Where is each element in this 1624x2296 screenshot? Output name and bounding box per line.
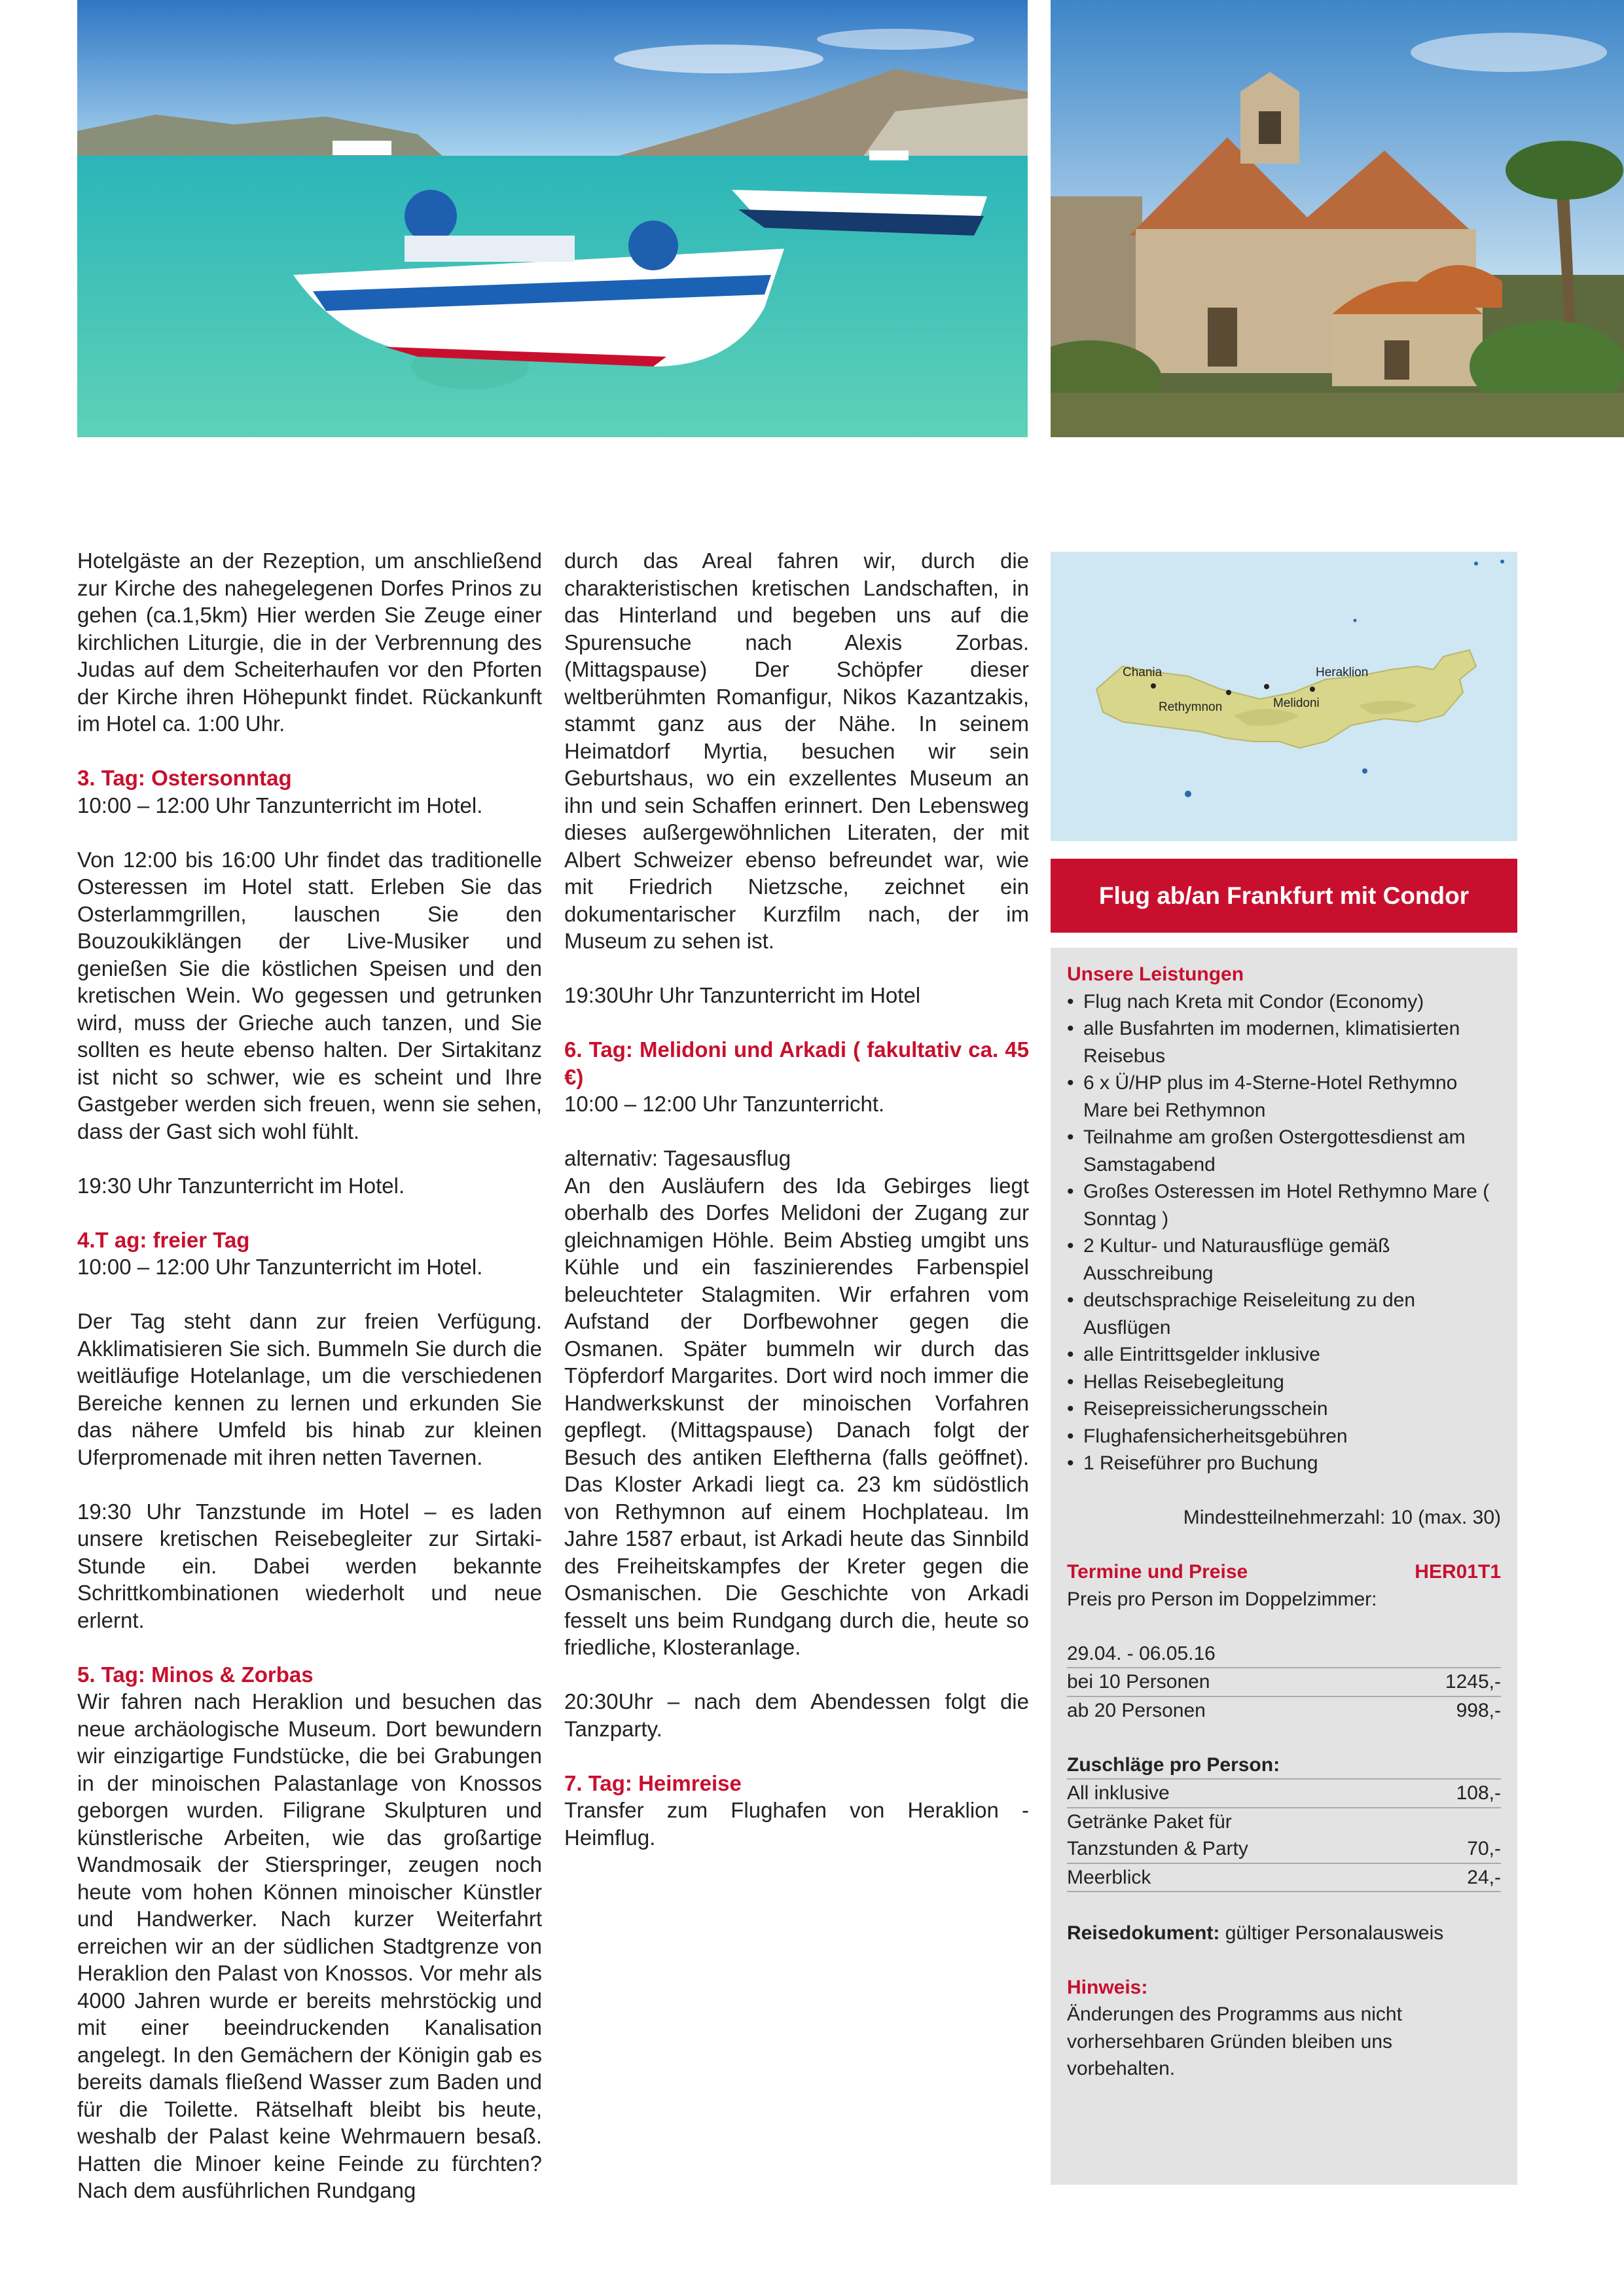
price-label: bei 10 Personen bbox=[1067, 1671, 1210, 1693]
surcharge-label: Meerblick bbox=[1067, 1866, 1151, 1888]
service-item bbox=[1067, 1369, 1501, 1396]
service-text: 1 Reiseführer pro Buchung bbox=[1083, 1452, 1318, 1474]
paragraph: 19:30Uhr Uhr Tanzunterricht im Hotel bbox=[564, 983, 921, 1007]
paragraph: 19:30 Uhr Tanzstunde im Hotel – es laden unsere kretischen Reisebegleiter zur Sirtaki-Stunde ein. Dabei werden bekannte Schrittkombinationen wiederholt und neue erlernt. bbox=[77, 1499, 542, 1632]
map-city-label: Melidoni bbox=[1273, 696, 1320, 710]
date-range: 29.04. - 06.05.16 bbox=[1067, 1640, 1501, 1669]
map-city-label: Chania bbox=[1123, 666, 1163, 679]
bullet-icon: • bbox=[1067, 1181, 1074, 1202]
day-section bbox=[77, 764, 542, 819]
service-item bbox=[1067, 1015, 1501, 1069]
bullet-icon: • bbox=[1067, 1126, 1074, 1148]
surcharge-value: 108,- bbox=[1456, 1782, 1501, 1804]
day-section bbox=[77, 1227, 542, 1281]
service-text: 2 Kultur- und Naturausflüge gemäß Ausschreibung bbox=[1083, 1235, 1390, 1284]
day-section bbox=[564, 1036, 1029, 1118]
surcharge-label: Tanzstunden & Party bbox=[1067, 1838, 1248, 1859]
note-heading: Hinweis: bbox=[1067, 1976, 1148, 1998]
bullet-icon: • bbox=[1067, 1235, 1074, 1257]
map-city-label: Heraklion bbox=[1316, 666, 1369, 679]
surcharge-row bbox=[1067, 1864, 1501, 1893]
day-section bbox=[77, 1661, 542, 2204]
doc-label: Reisedokument: bbox=[1067, 1922, 1220, 1944]
service-text: Großes Osteressen im Hotel Rethymno Mare ( Sonntag ) bbox=[1083, 1181, 1490, 1230]
alternative-line: alternativ: Tagesausflug bbox=[564, 1146, 791, 1170]
price-value: 998,- bbox=[1456, 1699, 1501, 1721]
bullet-icon: • bbox=[1067, 1452, 1074, 1474]
paragraph: Wir fahren nach Heraklion und besuchen das neue archäologische Museum. Dort bewundern wir einzigartige Fundstücke, die bei Grabungen in der minoischen Palastanlage von Knossos geborgen wurden. Filigrane Skulpturen und künstlerische Arbeiten, wie das großartige Wandmosaik der Stierspringer, zeugen noch heute vom hohen Können minoischer Künstler und Handwerker. Nach kurzer Weiterfahrt erreichen wir an der südlichen Stadtgrenze von Heraklion den Palast von Knossos. Vor mehr als 4000 Jahren wurde er bereits mehrstöckig und mit einer beeindruckenden Kanalisation angelegt. In den Gemächern der Königin gab es bereits damals fließend Wasser zum Baden und für die Toilette. Rätselhaft bleibt bis heute, weshalb der Palast keine Wehrmauern besaß. Hatten die Minoer keine Feinde zu fürchten? Nach dem ausführlichen Rundgang bbox=[77, 1689, 542, 2202]
paragraph: 19:30 Uhr Tanzunterricht im Hotel. bbox=[77, 1173, 405, 1198]
service-item bbox=[1067, 1232, 1501, 1287]
service-item bbox=[1067, 1450, 1501, 1477]
dates-heading: Termine und Preise bbox=[1067, 1561, 1248, 1583]
travel-document bbox=[1067, 1920, 1501, 1947]
day-heading: 4.T ag: freier Tag bbox=[77, 1227, 250, 1252]
service-text: Flughafensicherheitsgebühren bbox=[1083, 1425, 1348, 1447]
bullet-icon: • bbox=[1067, 1425, 1074, 1447]
bullet-icon: • bbox=[1067, 1344, 1074, 1365]
service-text: Flug nach Kreta mit Condor (Economy) bbox=[1083, 990, 1424, 1013]
service-item bbox=[1067, 1341, 1501, 1369]
day-heading: 5. Tag: Minos & Zorbas bbox=[77, 1662, 314, 1687]
paragraph: Hotelgäste an der Rezeption, um anschließend zur Kirche des nahegelegenen Dorfes Prinos zu gehen (ca.1,5km) Hier werden Sie Zeuge einer kirchlichen Liturgie, die in der Verbrennung des Judas auf dem Scheiterhaufen vor den Pforten der Kirche ihren Höhepunkt findet. Rückankunft im Hotel ca. 1:00 Uhr. bbox=[77, 548, 542, 736]
service-text: alle Eintrittsgelder inklusive bbox=[1083, 1344, 1320, 1365]
service-item bbox=[1067, 1423, 1501, 1450]
day-heading: 3. Tag: Ostersonntag bbox=[77, 766, 292, 790]
text-column-2 bbox=[564, 547, 1029, 1878]
day-section bbox=[564, 1770, 1029, 1852]
service-text: Reisepreissicherungsschein bbox=[1083, 1398, 1328, 1420]
surcharge-value: 24,- bbox=[1467, 1866, 1501, 1888]
flight-banner: Flug ab/an Frankfurt mit Condor bbox=[1051, 859, 1517, 933]
services-list bbox=[1067, 988, 1501, 1477]
paragraph: 20:30Uhr – nach dem Abendessen folgt die Tanzparty. bbox=[564, 1689, 1029, 1741]
trip-code: HER01T1 bbox=[1415, 1561, 1501, 1583]
service-text: deutschsprachige Reiseleitung zu den Ausflügen bbox=[1083, 1289, 1415, 1338]
bullet-icon: • bbox=[1067, 1371, 1074, 1393]
paragraph: Von 12:00 bis 16:00 Uhr findet das traditionelle Osteressen im Hotel statt. Erleben Sie das Osterlammgrillen, lauschen Sie den Bouzoukiklängen der Live-Musiker und genießen Sie die köstlichen Speisen und den kretischen Wein. Wo gegessen und getrunken wird, muss der Grieche auch tanzen, und Sie sollten es heute ebenso halten. Der Sirtakitanz ist nicht so schwer, wie es scheint und Ihre Gastgeber werden sich freuen, wenn sie sehen, dass der Gast sich wohl fühlt. bbox=[77, 847, 542, 1143]
photo-boats bbox=[77, 0, 1028, 437]
service-item bbox=[1067, 1069, 1501, 1124]
bullet-icon: • bbox=[1067, 1398, 1074, 1420]
day-schedule: 10:00 – 12:00 Uhr Tanzunterricht im Hotel. bbox=[77, 793, 483, 817]
surcharge-label: All inklusive bbox=[1067, 1782, 1170, 1804]
info-box bbox=[1051, 948, 1517, 2185]
surcharge-row bbox=[1067, 1780, 1501, 1808]
bullet-icon: • bbox=[1067, 1018, 1074, 1039]
crete-map bbox=[1051, 552, 1517, 841]
services-heading: Unsere Leistungen bbox=[1067, 963, 1244, 985]
surcharge-row bbox=[1067, 1835, 1501, 1864]
price-value: 1245,- bbox=[1445, 1671, 1501, 1693]
service-text: alle Busfahrten im modernen, klimatisierten Reisebus bbox=[1083, 1018, 1460, 1067]
price-row bbox=[1067, 1668, 1501, 1697]
day-schedule: 10:00 – 12:00 Uhr Tanzunterricht im Hotel. bbox=[77, 1255, 483, 1279]
bullet-icon: • bbox=[1067, 1289, 1074, 1311]
paragraph: Der Tag steht dann zur freien Verfügung. Akklimatisieren Sie sich. Bummeln Sie durch die weitläufige Hotelanlage, um die verschiedenen Bereiche kennen zu lernen und erkunden Sie das nähere Umfeld bis hinab zur kleinen Uferpromenade mit ihren netten Tavernen. bbox=[77, 1309, 542, 1469]
map-city-label: Rethymnon bbox=[1159, 700, 1223, 714]
text-column-1 bbox=[77, 547, 542, 2231]
service-item bbox=[1067, 1287, 1501, 1341]
price-note: Preis pro Person im Doppelzimmer: bbox=[1067, 1588, 1377, 1610]
min-participants: Mindestteilnehmerzahl: 10 (max. 30) bbox=[1183, 1507, 1501, 1528]
day-heading: 6. Tag: Melidoni und Arkadi ( fakultativ ca. 45 €) bbox=[564, 1037, 1029, 1089]
service-item bbox=[1067, 1395, 1501, 1423]
surcharge-value: 70,- bbox=[1467, 1838, 1501, 1859]
dates-heading-row bbox=[1067, 1558, 1501, 1586]
note-text: Änderungen des Programms aus nicht vorhersehbaren Gründen bleiben uns vorbehalten. bbox=[1067, 2003, 1402, 2079]
paragraph: Transfer zum Flughafen von Heraklion - Heimflug. bbox=[564, 1798, 1029, 1850]
service-text: 6 x Ü/HP plus im 4-Sterne-Hotel Rethymno Mare bei Rethymnon bbox=[1083, 1072, 1458, 1121]
service-text: Teilnahme am großen Ostergottesdienst am Samstagabend bbox=[1083, 1126, 1466, 1175]
price-label: ab 20 Personen bbox=[1067, 1699, 1206, 1721]
day-schedule: 10:00 – 12:00 Uhr Tanzunterricht. bbox=[564, 1092, 885, 1116]
day-heading: 7. Tag: Heimreise bbox=[564, 1770, 742, 1795]
service-text: Hellas Reisebegleitung bbox=[1083, 1371, 1284, 1393]
paragraph: An den Ausläufern des Ida Gebirges liegt oberhalb des Dorfes Melidoni der Zugang zur gleichnamigen Höhle. Beim Abstieg umgibt uns Kühle und ein faszinierendes Farbenspiel beleuchteter Stalagmiten. Wir erfahren vom Aufstand der Dorfbewohner gegen die Osmanen. Später bummeln wir durch das Töpferdorf Margarites. Dort wird noch immer die Handwerkskunst der minoischen Vorfahren gepflegt. (Mittagspause) Danach folgt der Besuch des antiken Eleftherna (falls geöffnet). Das Kloster Arkadi liegt ca. 23 km südöstlich von Rethymnon auf einem Hochplateau. Im Jahre 1587 erbaut, ist Arkadi heute das Sinnbild des Freiheitskampfes der Kreter gegen die Osmanischen. Die Geschichte von Arkadi fesselt uns beim Rundgang durch die, heute so friedliche, Klosteranlage. bbox=[564, 1173, 1029, 1659]
surcharge-label: Getränke Paket für bbox=[1067, 1810, 1232, 1833]
service-item bbox=[1067, 988, 1501, 1016]
doc-value: gültiger Personalausweis bbox=[1219, 1922, 1444, 1944]
bullet-icon: • bbox=[1067, 1072, 1074, 1094]
paragraph: durch das Areal fahren wir, durch die charakteristischen kretischen Landschaften, in das Hinterland und begeben uns auf die Spurensuche nach Alexis Zorbas. (Mittagspause) Der Schöpfer dieser weltberühmten Romanfigur, Nikos Kazantzakis, stammt ganz aus der Nähe. In seinem Heimatdorf Myrtia, besuchen wir sein Geburtshaus, wo ein exzellentes Museum an ihn und sein Schaffen erinnert. Den Lebensweg dieses außergewöhnlichen Literaten, der mit Albert Schweizer ebenso befreundet war, wie mit Friedrich Nietzsche, zeichnet ein dokumentarischer Kurzfilm nach, der im Museum zu sehen ist. bbox=[564, 548, 1029, 953]
photo-monastery bbox=[1051, 0, 1624, 437]
surcharges-heading: Zuschläge pro Person: bbox=[1067, 1751, 1501, 1780]
service-item bbox=[1067, 1124, 1501, 1178]
price-row bbox=[1067, 1697, 1501, 1725]
service-item bbox=[1067, 1178, 1501, 1232]
bullet-icon: • bbox=[1067, 990, 1074, 1013]
day-section bbox=[564, 1145, 1029, 1661]
